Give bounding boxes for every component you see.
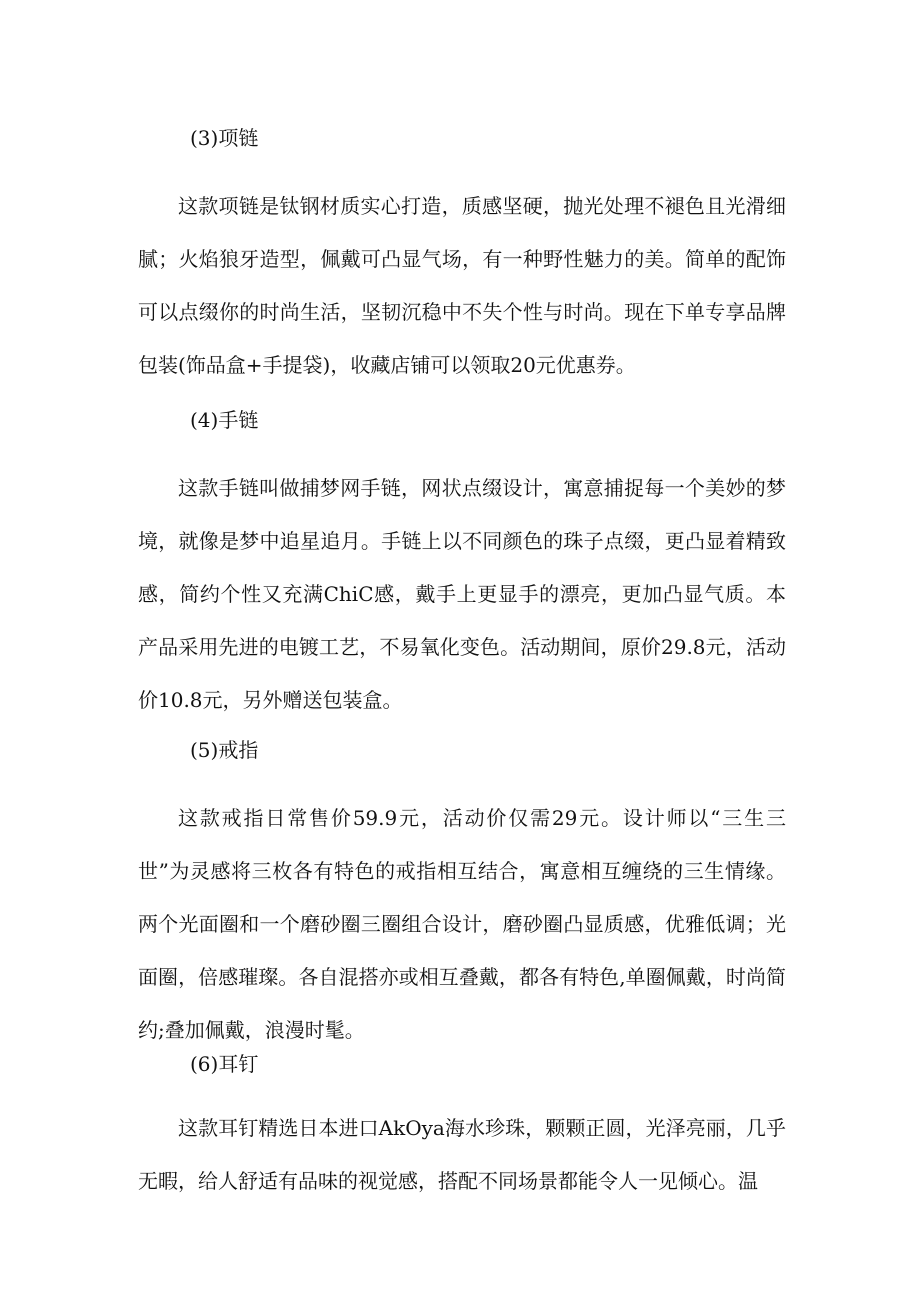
- section-body-necklace: 这款项链是钛钢材质实心打造，质感坚硬，抛光处理不褪色且光滑细腻；火焰狼牙造型，佩戴可凸显气场，有一种野性魅力的美。简单的配饰可以点缀你的时尚生活，坚韧沉稳中不失个性与时尚。现在下单专享品牌包装(饰品盒+手提袋)，收藏店铺可以领取20元优惠券。: [138, 194, 786, 377]
- section-heading-necklace: (3)项链: [190, 126, 259, 150]
- section-body-ring: 这款戒指日常售价59.9元，活动价仅需29元。设计师以“三生三世”为灵感将三枚各有特色的戒指相互结合，寓意相互缠绕的三生情缘。两个光面圈和一个磨砂圈三圈组合设计，磨砂圈凸显质感，优雅低调；光面圈，倍感璀璨。各自混搭亦或相互叠戴，都各有特色,单圈佩戴，时尚简约;叠加佩戴，浪漫时髦。: [138, 806, 786, 1042]
- section-body-bracelet: 这款手链叫做捕梦网手链，网状点缀设计，寓意捕捉每一个美妙的梦境，就像是梦中追星追月。手链上以不同颜色的珠子点缀，更凸显着精致感，简约个性又充满ChiC感，戴手上更显手的漂亮，更加凸显气质。本产品采用先进的电镀工艺，不易氧化变色。活动期间，原价29.8元，活动价10.8元，另外赠送包装盒。: [138, 476, 786, 712]
- section-heading-ring: (5)戒指: [190, 738, 259, 762]
- section-body-earrings: 这款耳钉精选日本进口AkOya海水珍珠，颗颗正圆，光泽亮丽，几乎无暇，给人舒适有品味的视觉感，搭配不同场景都能令人一见倾心。温: [138, 1116, 786, 1193]
- section-heading-bracelet: (4)手链: [190, 408, 259, 432]
- section-heading-earrings: (6)耳钉: [190, 1052, 259, 1076]
